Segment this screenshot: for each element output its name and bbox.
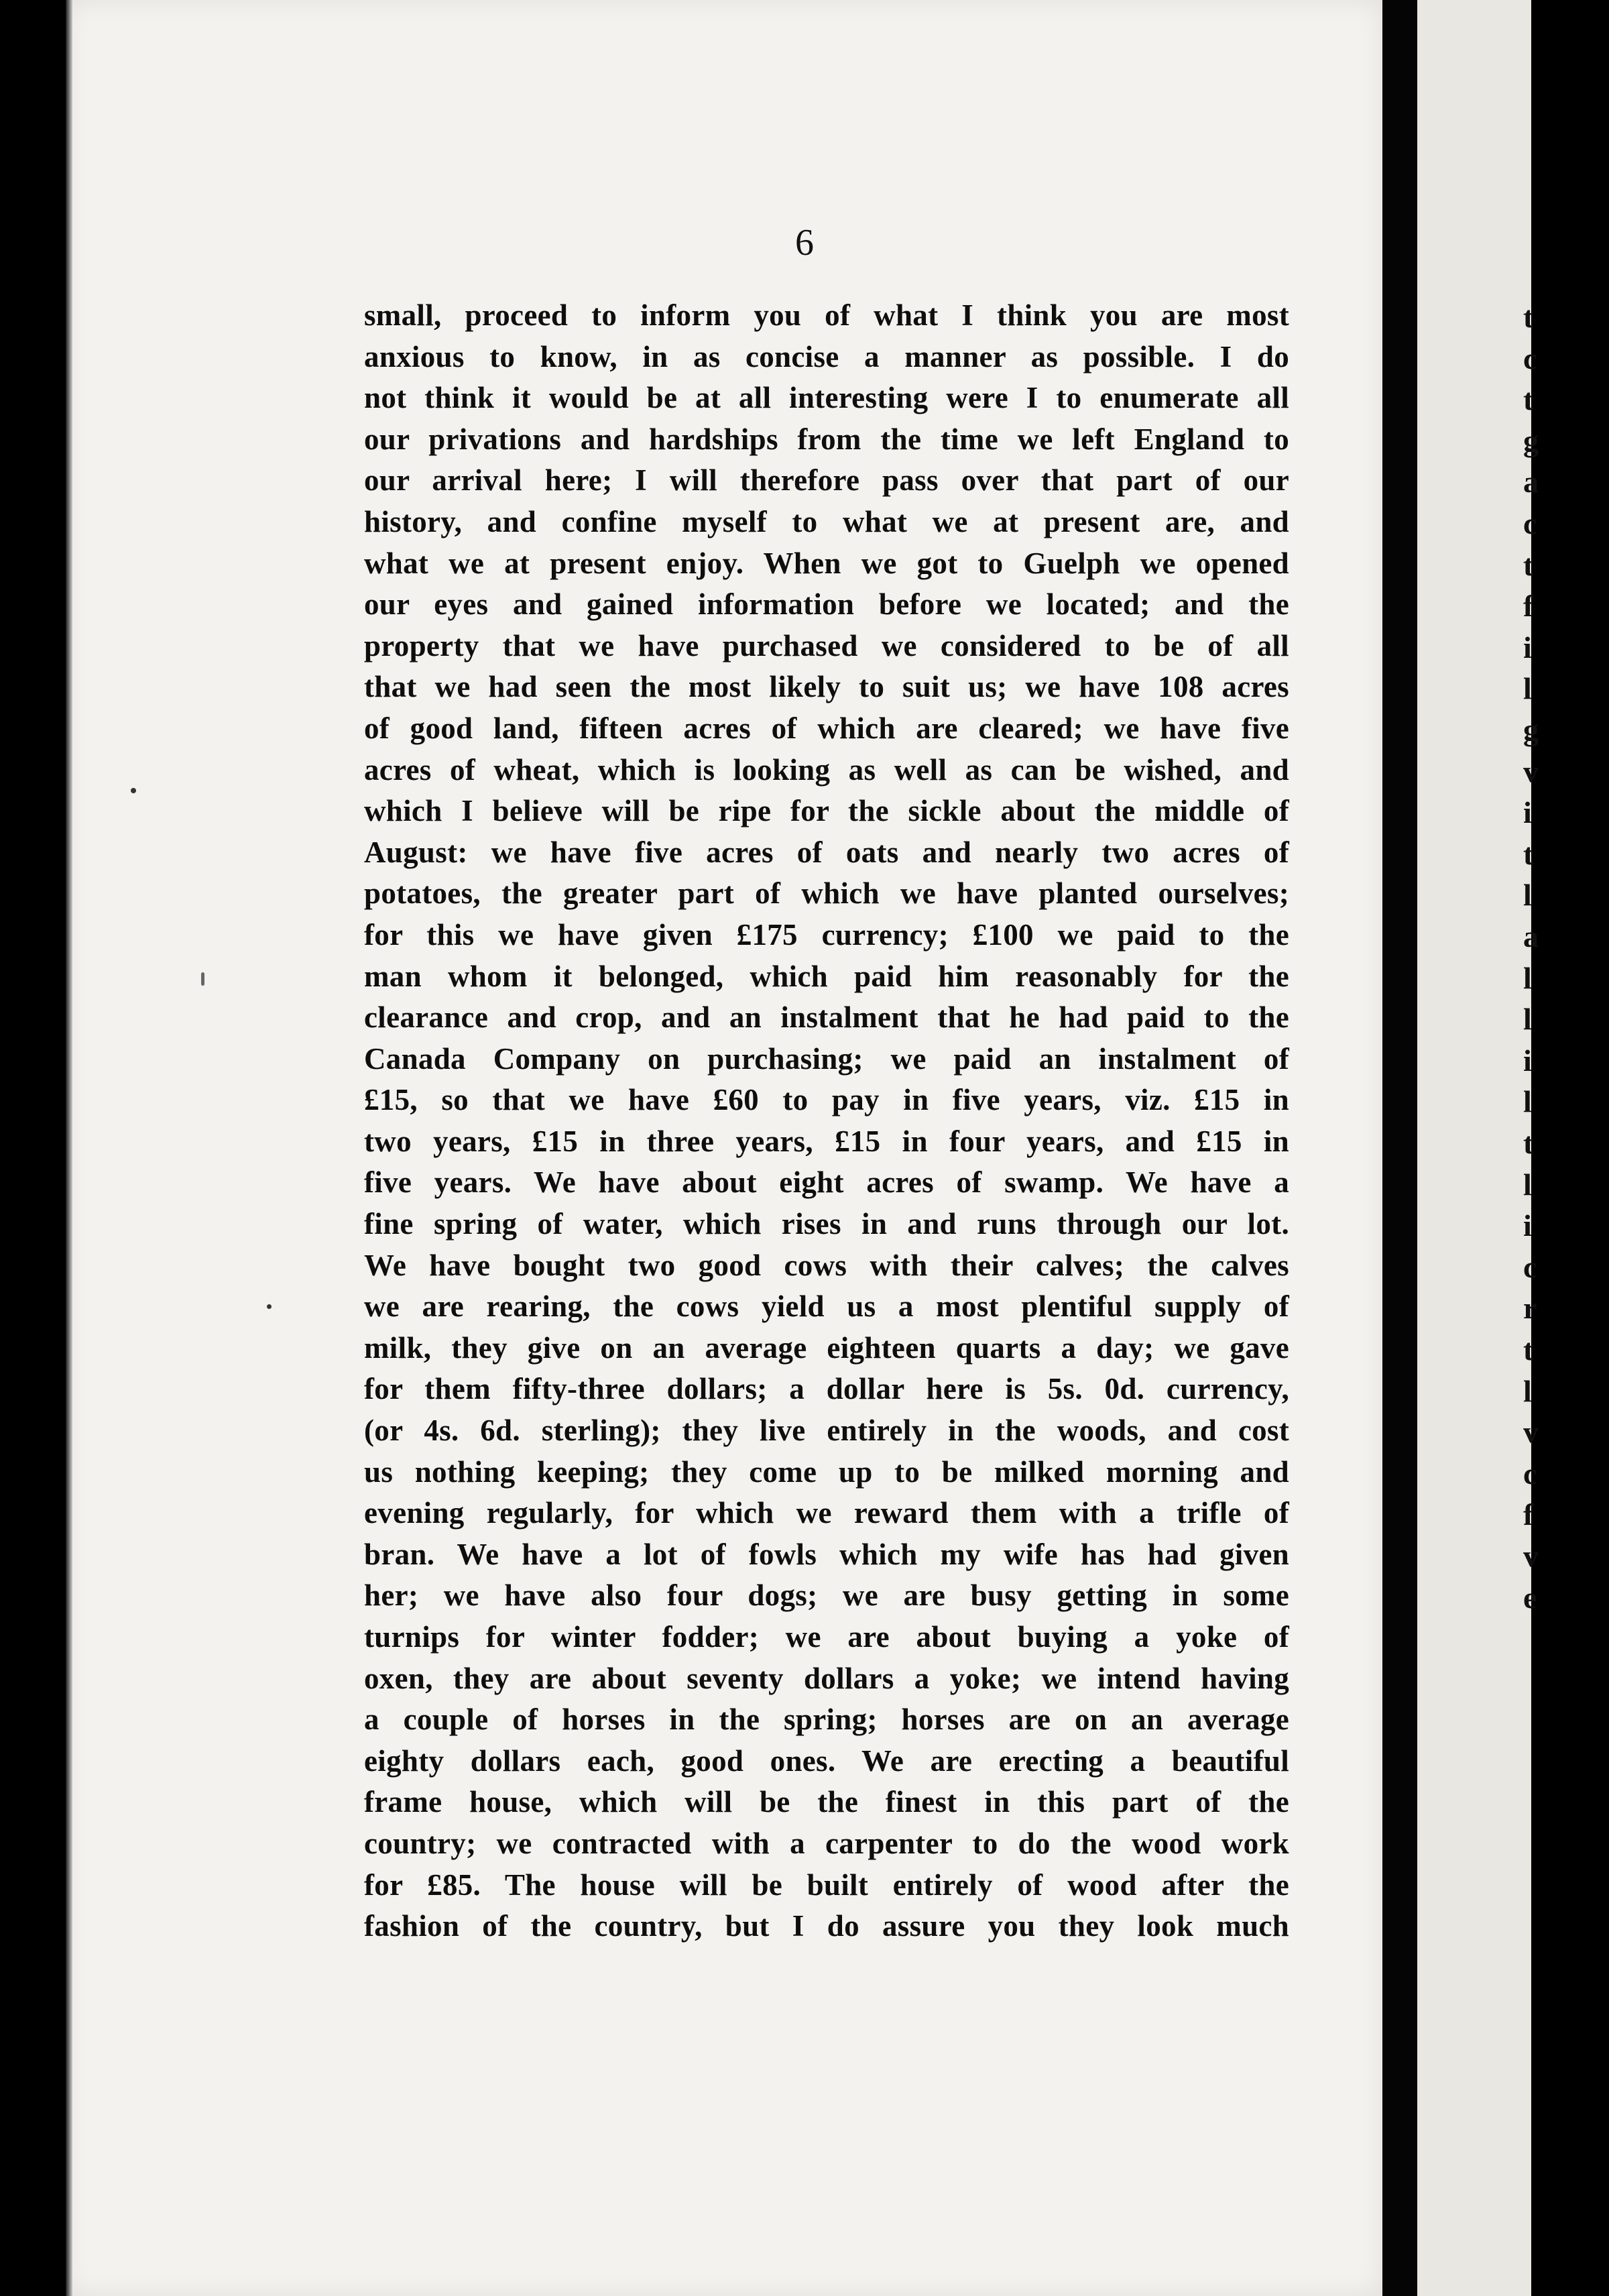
text-line: £15, so that we have £60 to pay in five years, viz. £15 in: [364, 1083, 1289, 1117]
text-line: frame house, which will be the finest in this part of the: [364, 1785, 1289, 1819]
text-line: five years. We have about eight acres of swamp. We have a: [364, 1165, 1289, 1200]
text-line: potatoes, the greater part of which we have planted ourselves;: [364, 876, 1289, 911]
text-line: our arrival here; I will therefore pass over that part of our: [364, 463, 1289, 498]
text-line: (or 4s. 6d. sterling); they live entirely in the woods, and cost: [364, 1414, 1289, 1448]
adjacent-page-letter: i: [1523, 1208, 1532, 1243]
text-line: fashion of the country, but I do assure you they look much: [364, 1909, 1289, 1943]
adjacent-page-letter: i: [1523, 630, 1532, 665]
text-line: evening regularly, for which we reward them with a trifle of: [364, 1496, 1289, 1530]
adjacent-page-letter: e: [1523, 1580, 1537, 1615]
text-line: what we at present enjoy. When we got to Guelph we opened: [364, 546, 1289, 580]
adjacent-page-letter: r: [1523, 1291, 1537, 1326]
text-line: eighty dollars each, good ones. We are erecting a beautiful: [364, 1743, 1289, 1778]
text-line: property that we have purchased we considered to be of all: [364, 628, 1289, 663]
text-line: which I believe will be ripe for the sickle about the middle of: [364, 794, 1289, 828]
text-line: anxious to know, in as concise a manner as possible. I do: [364, 339, 1289, 374]
adjacent-page-letter: l: [1523, 1373, 1532, 1408]
adjacent-page-letter: i: [1523, 795, 1532, 830]
text-line: us nothing keeping; they come up to be milked morning and: [364, 1454, 1289, 1489]
adjacent-page-letter: t: [1523, 836, 1534, 871]
text-line: small, proceed to inform you of what I think you are most: [364, 298, 1289, 332]
text-line: August: we have five acres of oats and nearly two acres of: [364, 835, 1289, 869]
text-line: We have bought two good cows with their calves; the calves: [364, 1248, 1289, 1282]
text-line: history, and confine myself to what we at present are, and: [364, 504, 1289, 538]
text-line: milk, they give on an average eighteen quarts a day; we gave: [364, 1330, 1289, 1365]
adjacent-page-letter: v: [1523, 1415, 1539, 1450]
scan-speck: [201, 972, 204, 986]
adjacent-page-letter: v: [1523, 1539, 1539, 1573]
adjacent-page-letter: l: [1523, 1167, 1532, 1202]
text-line: man whom it belonged, which paid him reasonably for the: [364, 959, 1289, 993]
adjacent-page-letter: i: [1523, 1043, 1532, 1078]
text-line: oxen, they are about seventy dollars a yoke; we intend having: [364, 1661, 1289, 1695]
text-line: we are rearing, the cows yield us a most plentiful supply of: [364, 1289, 1289, 1324]
text-line: for this we have given £175 currency; £100 we paid to the: [364, 917, 1289, 952]
adjacent-page-letter: f: [1523, 1497, 1534, 1532]
adjacent-page-letter: t: [1523, 547, 1534, 582]
page-body-text: [364, 295, 1289, 1947]
text-line: for them fifty-three dollars; a dollar here is 5s. 0d. currency,: [364, 1372, 1289, 1406]
text-line: a couple of horses in the spring; horses are on an average: [364, 1703, 1289, 1737]
text-line: Canada Company on purchasing; we paid an instalment of: [364, 1041, 1289, 1076]
text-line: country; we contracted with a carpenter to do the wood work: [364, 1826, 1289, 1860]
book-gutter: [1382, 0, 1417, 2296]
adjacent-page-letter: l: [1523, 1002, 1532, 1037]
adjacent-page-letter: t: [1523, 1332, 1534, 1367]
text-line: her; we have also four dogs; we are busy getting in some: [364, 1578, 1289, 1613]
adjacent-page-letter: a: [1523, 919, 1539, 954]
adjacent-page-letter: t: [1523, 1126, 1534, 1160]
scan-speck: [131, 788, 136, 793]
text-line: two years, £15 in three years, £15 in four years, and £15 in: [364, 1124, 1289, 1158]
text-line: acres of wheat, which is looking as well as can be wished, and: [364, 752, 1289, 787]
adjacent-page-letter: l: [1523, 1084, 1532, 1119]
text-line: our privations and hardships from the time we left England to: [364, 422, 1289, 456]
text-line: for £85. The house will be built entirely of wood after the: [364, 1868, 1289, 1902]
adjacent-page-letter: g: [1523, 713, 1539, 747]
adjacent-page-letter: c: [1523, 506, 1537, 540]
adjacent-page-letter: l: [1523, 878, 1532, 913]
adjacent-page-letter: c: [1523, 341, 1537, 376]
text-line: bran. We have a lot of fowls which my wife has had given: [364, 1537, 1289, 1571]
adjacent-page-letter: l: [1523, 671, 1532, 706]
text-line: not think it would be at all interesting were I to enumerate all: [364, 381, 1289, 415]
adjacent-page-letter: v: [1523, 754, 1539, 789]
text-line: turnips for winter fodder; we are about buying a yoke of: [364, 1620, 1289, 1654]
adjacent-page-letter: f: [1523, 589, 1534, 624]
scan-speck: [267, 1304, 272, 1309]
adjacent-page-edge: [1417, 0, 1539, 2296]
page-left-edge-shadow: [66, 0, 72, 2296]
adjacent-page-letter: c: [1523, 1249, 1537, 1284]
text-line: that we had seen the most likely to suit us; we have 108 acres: [364, 670, 1289, 704]
text-line: of good land, fifteen acres of which are cleared; we have five: [364, 711, 1289, 745]
text-line: fine spring of water, which rises in and runs through our lot.: [364, 1207, 1289, 1241]
adjacent-page-letter: a: [1523, 465, 1539, 500]
adjacent-page-letter: t: [1523, 382, 1534, 417]
adjacent-page-letter: g: [1523, 423, 1539, 458]
adjacent-page-letter: t: [1523, 300, 1534, 334]
page-number: 6: [795, 222, 814, 264]
text-line: clearance and crop, and an instalment that he had paid to the: [364, 1000, 1289, 1035]
text-line: our eyes and gained information before we located; and the: [364, 587, 1289, 622]
adjacent-page-letter: c: [1523, 1456, 1537, 1491]
adjacent-page-letter: l: [1523, 960, 1532, 995]
